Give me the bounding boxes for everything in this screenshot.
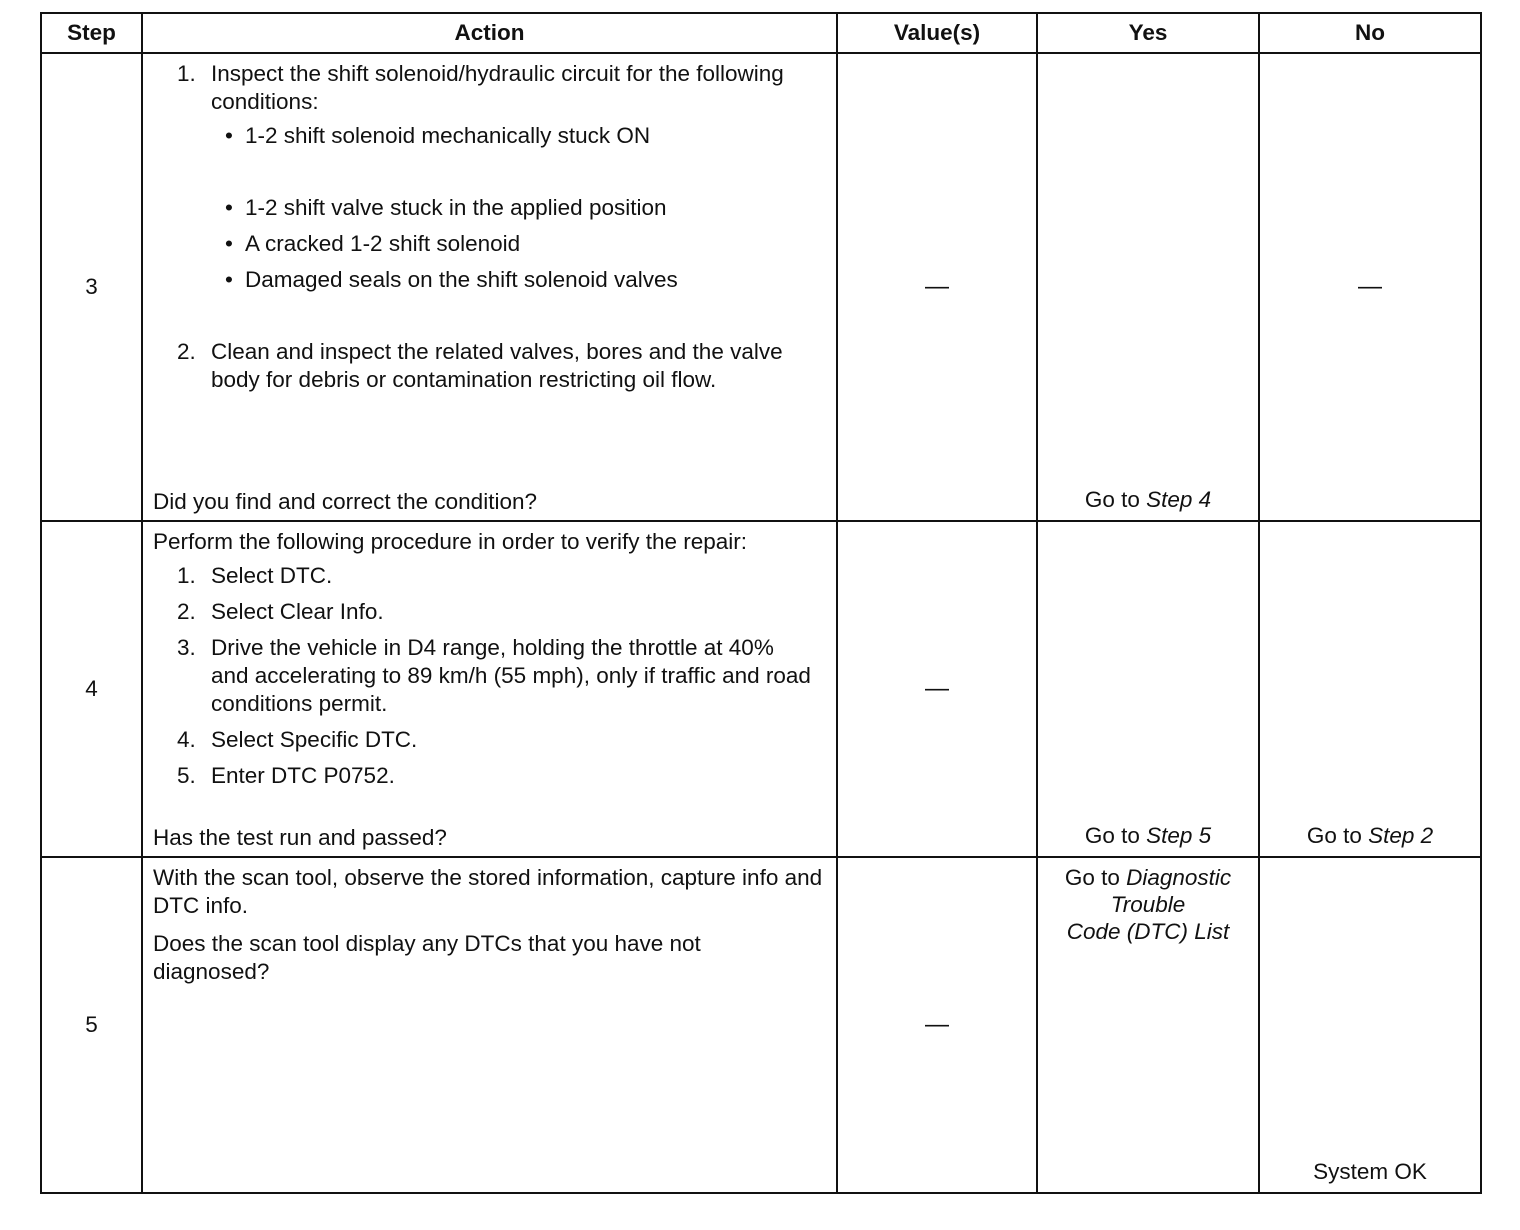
question-text: Has the test run and passed? — [153, 825, 447, 850]
list-item — [153, 634, 811, 718]
list-item — [153, 762, 826, 790]
question-text: Does the scan tool display any DTCs that you have not diagnosed? — [153, 931, 701, 984]
bullet-item: • Damaged seals on the shift solenoid valves — [211, 266, 826, 294]
no-cell: — — [1259, 53, 1481, 521]
yes-prefix: Go to — [1084, 823, 1147, 848]
list-text: Select Clear Info. — [211, 599, 384, 624]
list-text: Inspect the shift solenoid/hydraulic circuit for the following conditions: — [211, 61, 784, 114]
no-cell — [1259, 857, 1481, 1193]
intro-text: With the scan tool, observe the stored information, capture info and DTC info. — [153, 865, 823, 918]
dtc-list-link[interactable]: Trouble — [1110, 892, 1186, 917]
list-item — [153, 562, 826, 590]
list-number: 4. — [177, 727, 196, 752]
no-result: System OK — [1313, 1159, 1427, 1184]
list-number: 3. — [177, 635, 196, 660]
diagnostic-table-page — [40, 12, 1480, 1192]
no-cell — [1259, 521, 1481, 857]
header-yes: Yes — [1037, 13, 1259, 53]
yes-result — [1038, 486, 1258, 514]
no-result — [1260, 822, 1480, 850]
diagnostic-table — [40, 12, 1482, 1194]
value-cell: — — [837, 857, 1037, 1193]
yes-prefix: Go to — [1064, 865, 1127, 890]
action-cell — [142, 53, 837, 521]
dtc-list-link[interactable]: Code (DTC) List — [1066, 919, 1230, 944]
table-row — [41, 857, 1481, 1193]
list-number: 5. — [177, 763, 196, 788]
list-item — [153, 338, 793, 394]
condition-bullets — [153, 122, 826, 294]
list-text: Select Specific DTC. — [211, 727, 418, 752]
list-number: 1. — [177, 61, 196, 86]
step-link[interactable]: Step 5 — [1146, 823, 1212, 848]
value-cell: — — [837, 521, 1037, 857]
header-step: Step — [41, 13, 142, 53]
value-cell: — — [837, 53, 1037, 521]
no-prefix: Go to — [1306, 823, 1369, 848]
list-text: Select DTC. — [211, 563, 333, 588]
action-cell — [142, 521, 837, 857]
yes-cell — [1037, 521, 1259, 857]
list-text: Drive the vehicle in D4 range, holding the throttle at 40% and accelerating to 89 km/h (55 mph), only if traffic and road conditions permit. — [211, 635, 811, 716]
action-list — [153, 338, 793, 394]
yes-result — [1038, 822, 1258, 850]
yes-cell — [1037, 53, 1259, 521]
step-number: 3 — [41, 53, 142, 521]
header-no: No — [1259, 13, 1481, 53]
step-number: 4 — [41, 521, 142, 857]
bullet-item: • 1-2 shift valve stuck in the applied position — [211, 194, 826, 222]
table-row — [41, 521, 1481, 857]
list-text: Clean and inspect the related valves, bores and the valve body for debris or contamination restricting oil flow. — [211, 339, 783, 392]
list-item — [153, 726, 826, 754]
question-text: Did you find and correct the condition? — [153, 489, 537, 514]
list-item — [153, 598, 826, 626]
list-item — [153, 60, 826, 116]
header-action: Action — [142, 13, 837, 53]
header-values: Value(s) — [837, 13, 1037, 53]
table-row — [41, 53, 1481, 521]
yes-prefix: Go to — [1084, 487, 1147, 512]
list-number: 1. — [177, 563, 196, 588]
list-text: Enter DTC P0752. — [211, 763, 395, 788]
step-number: 5 — [41, 857, 142, 1193]
header-row — [41, 13, 1481, 53]
intro-text: Perform the following procedure in order to verify the repair: — [153, 529, 748, 554]
procedure-list — [153, 562, 826, 790]
action-list — [153, 60, 826, 116]
dtc-list-link[interactable]: Diagnostic — [1126, 865, 1232, 890]
step-link[interactable]: Step 2 — [1368, 823, 1434, 848]
yes-result — [1038, 858, 1258, 945]
bullet-item: • 1-2 shift solenoid mechanically stuck ON — [211, 122, 826, 150]
list-number: 2. — [177, 599, 196, 624]
action-cell — [142, 857, 837, 1193]
yes-cell — [1037, 857, 1259, 1193]
bullet-item: • A cracked 1-2 shift solenoid — [211, 230, 826, 258]
step-link[interactable]: Step 4 — [1146, 487, 1212, 512]
list-number: 2. — [177, 339, 196, 364]
